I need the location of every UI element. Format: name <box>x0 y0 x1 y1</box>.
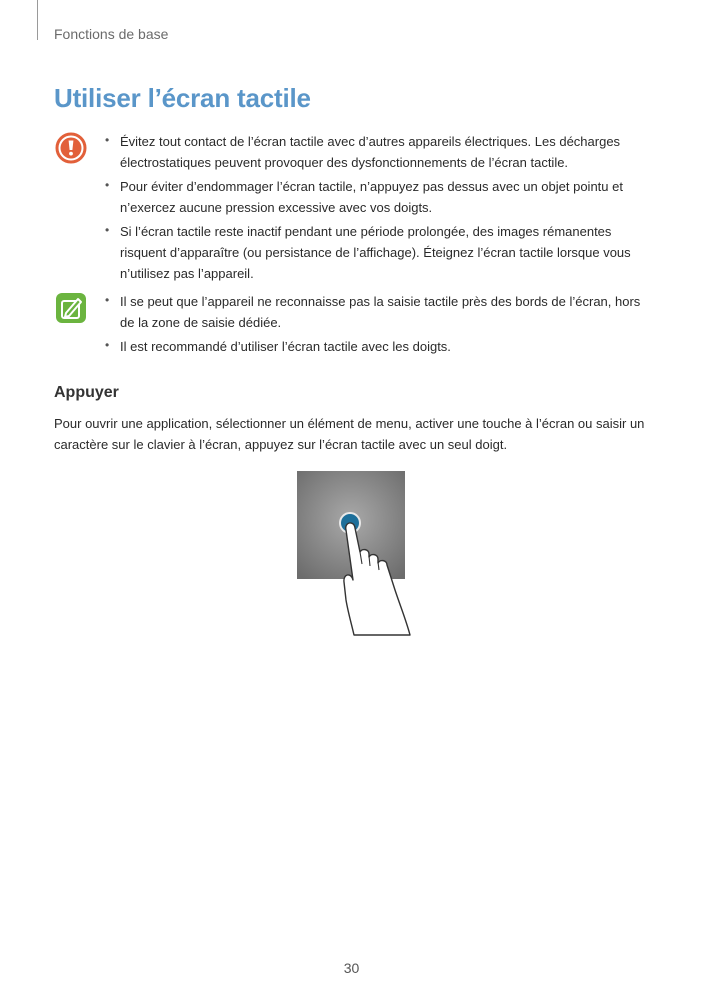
caution-item: • Évitez tout contact de l’écran tactile avec d’autres appareils électriques. Les décharges électrostatiques peuvent provoquer des dysfonctionnements de l’écran tactile. <box>105 133 621 170</box>
caution-icon <box>54 131 88 165</box>
running-head: Fonctions de base <box>54 26 169 42</box>
note-list <box>54 291 654 357</box>
caution-item: • Pour éviter d’endommager l’écran tactile, n’appuyez pas dessus avec un objet pointu et n’exercez aucune pression excessive avec vos doigts. <box>105 178 623 215</box>
page-title: Utiliser l’écran tactile <box>54 83 311 113</box>
note-item: • Il se peut que l’appareil ne reconnaisse pas la saisie tactile près des bords de l’écran, hors de la zone de saisie dédiée. <box>105 293 641 330</box>
caution-list <box>54 131 654 284</box>
note-block <box>54 291 654 360</box>
section-paragraph: Pour ouvrir une application, sélectionner un élément de menu, activer une touche à l’écran ou saisir un caractère sur le clavier à l’écran, appuyez sur l’écran tactile avec un seul doigt. <box>54 416 645 452</box>
note-item: • Il est recommandé d’utiliser l’écran tactile avec les doigts. <box>105 338 451 354</box>
note-pencil-icon <box>54 291 88 325</box>
page-number: 30 <box>343 960 360 976</box>
section-heading: Appuyer <box>54 384 119 401</box>
corner-mark <box>37 0 38 40</box>
caution-block <box>54 131 654 287</box>
caution-item: • Si l’écran tactile reste inactif pendant une période prolongée, des images rémanentes risquent d’apparaître (ou persistance de l’affichage). Éteignez l’écran tactile lorsque vous n’utilisez pas l’appareil. <box>105 223 631 281</box>
tap-gesture-icon <box>296 470 416 640</box>
